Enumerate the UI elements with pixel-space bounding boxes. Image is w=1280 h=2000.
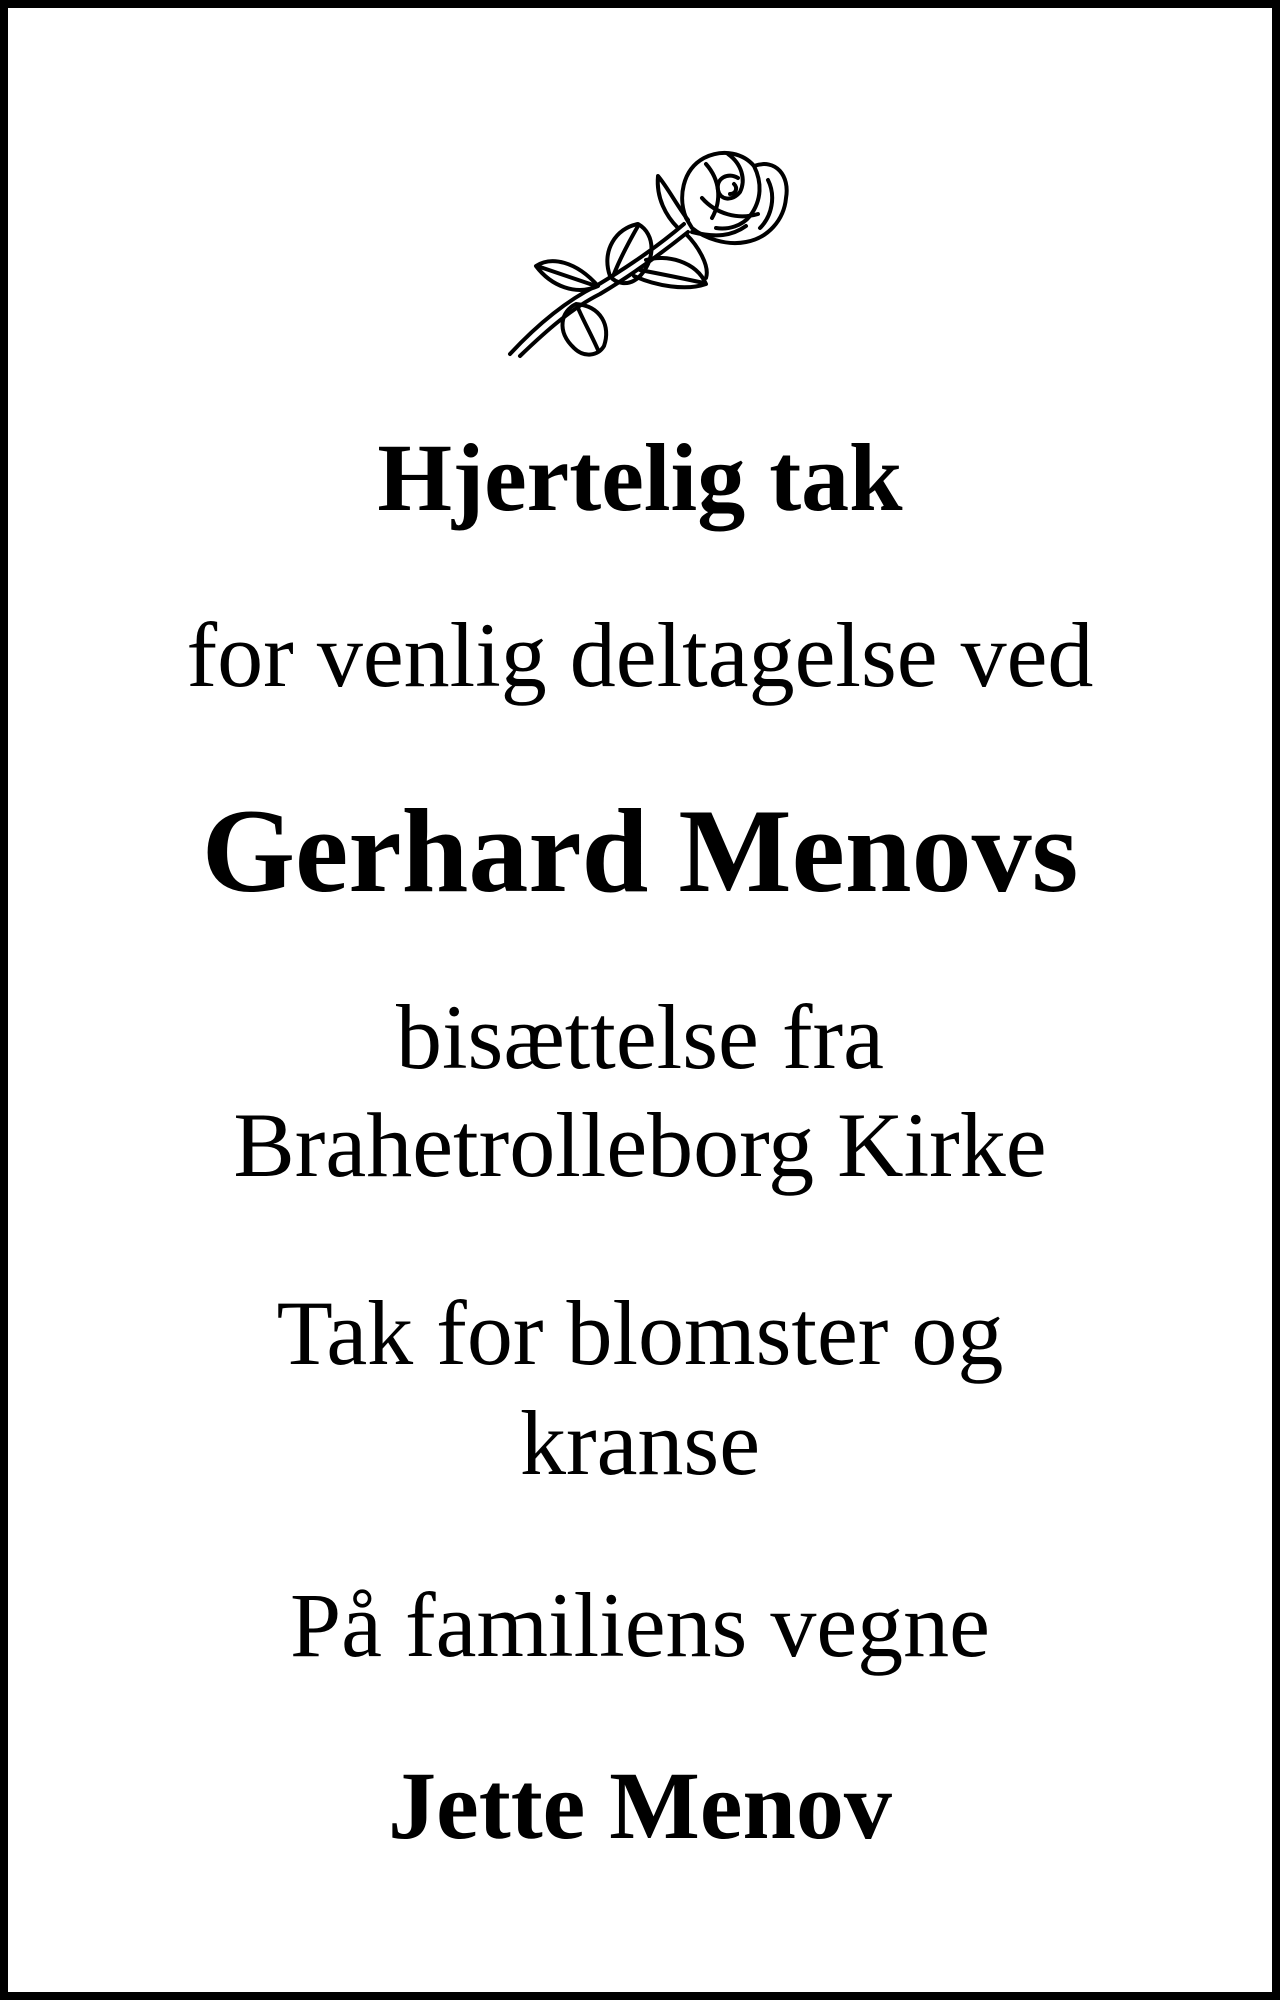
flowers-line-2: kranse [519,1392,761,1494]
ceremony-line-1: bisættelse fra [396,986,884,1088]
intro-text: for venlig deltagelse ved [186,604,1094,706]
on-behalf-text: På familiens vegne [289,1574,991,1676]
signer-name: Jette Menov [388,1752,892,1859]
rose-icon [506,136,790,362]
flowers-line-1: Tak for blomster og [276,1282,1004,1384]
deceased-name: Gerhard Menovs [201,784,1079,917]
ceremony-line-2: Brahetrolleborg Kirke [233,1094,1047,1196]
flowers-thanks-text [8,1278,1272,1498]
heading: Hjertelig tak [377,424,903,531]
ceremony-text [8,983,1272,1199]
